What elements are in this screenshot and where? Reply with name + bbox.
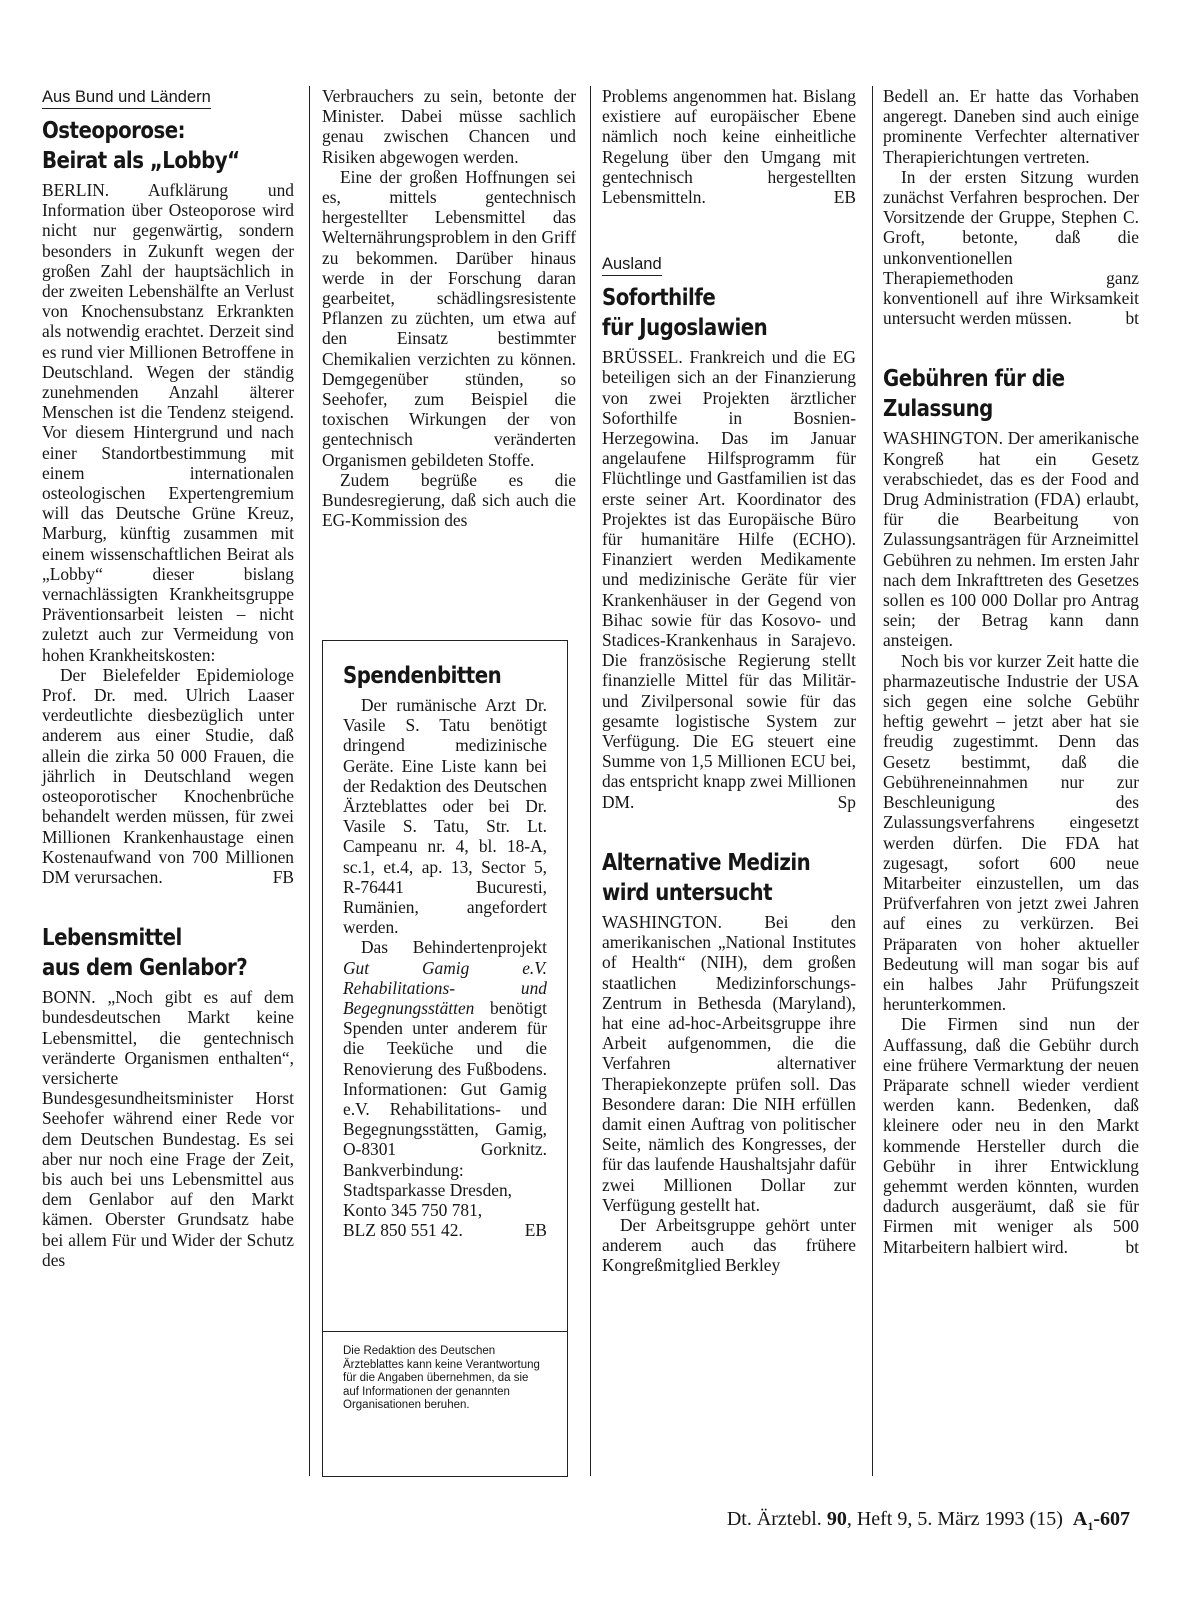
article-paragraph xyxy=(602,86,856,207)
page-number xyxy=(1072,1508,1130,1533)
paragraph-text: benötigt Spenden unter anderem für die Teeküche und die Renovierung des Fußbodens. Informationen: Gut Gamig e.V. Rehabilitations- und Begegnungsstätten, Gamig, O-8301 Gorknitz. Bankverbindung: Stadtsparkasse Dresden, xyxy=(343,998,547,1200)
bank-code-line xyxy=(343,1220,547,1240)
bank-code: BLZ 850 551 42. xyxy=(343,1220,463,1241)
author-signature: EB xyxy=(833,187,856,208)
page-footer xyxy=(727,1508,1130,1534)
article-paragraph: Noch bis vor kurzer Zeit hatte die pharmazeutische Industrie der USA sich gegen eine solche Gebühr heftig gewehrt – jetzt aber hat sie freudig zugestimmt. Denn das Gesetz bestimmt, daß die Gebühreneinnahmen nur zur Beschleunigung des Zulassungsverfahrens eingesetzt werden dürfen. Die FDA hat zugesagt, sofort 600 neue Mitarbeiter einzustellen, um das Prüfverfahren von jetzt zwei Jahren auf eines zu verkürzen. Bei Präparaten von hoher aktueller Bedeutung will man sogar bis auf ein halbes Jahr Prüfungszeit herunterkommen. xyxy=(883,650,1139,1015)
column-4 xyxy=(883,86,1139,1257)
column-rule xyxy=(590,86,591,1476)
paragraph-text: Der Bielefelder Epidemiologe Prof. Dr. med. Ulrich Laaser verdeutlichte diesbezüglich unter anderem aus einer Studie, daß allein die zirka 50 000 Frauen, die jährlich in Deutschland wegen osteoporotischer Knochenbrüche behandelt werden müssen, für zwei Millionen Krankenhaustage einen Kostenaufwand von 700 Millionen DM verursachen. xyxy=(42,664,294,887)
headline-line: Osteoporose: xyxy=(42,118,186,144)
paragraph-text: In der ersten Sitzung wurden zunächst Verfahren besprochen. Der Vorsitzende der Gruppe, Stephen C. Groft, betonte, daß die unkonventionellen Therapiemethoden ganz konventionell auf ihre Wirksamkeit untersucht werden müssen. xyxy=(883,166,1139,329)
article-paragraph: Eine der großen Hoffnungen sei es, mittels gentechnisch hergestellter Lebensmittel das Welternährungsproblem in den Griff zu bekommen. Darüber hinaus werde in der Forschung daran gearbeitet, schädlingsresistente Pflanzen zu züchten, um etwa auf den Einsatz bestimmter Chemikalien verzichten zu können. Demgegenüber stünden, so Seehofer, zum Beispiel die toxischen Wirkungen der von gentechnisch veränderten Organismen gebildeten Stoffe. xyxy=(322,166,576,470)
box-paragraph xyxy=(343,937,547,1200)
column-1 xyxy=(42,86,294,1270)
column-2 xyxy=(322,86,576,530)
page-number-value: -607 xyxy=(1093,1508,1130,1530)
article-paragraph: Der Arbeitsgruppe gehört unter anderem auch das frühere Kongreßmitglied Berkley xyxy=(602,1214,856,1276)
headline-line: für Jugoslawien xyxy=(602,315,768,342)
issue-info: , Heft 9, 5. März 1993 (15) xyxy=(846,1508,1063,1530)
box-paragraph: Der rumänische Arzt Dr. Vasile S. Tatu benötigt dringend medizinische Geräte. Eine Liste kann bei der Redaktion des Deutschen Ärzteblattes oder bei Dr. Vasile S. Tatu, Str. Lt. Campeanu nr. 4, bl. 18-A, sc.1, et.4, ap. 13, Sector 5, R-76441 Bucuresti, Rumänien, angefordert werden. xyxy=(343,695,547,938)
disclaimer-note: Die Redaktion des Deutschen Ärzteblattes kann keine Verantwortung für die Angaben übernehmen, da sie auf Informationen der genannten Organisationen beruhen. xyxy=(343,1345,540,1411)
article-paragraph: WASHINGTON. Der amerikanische Kongreß hat ein Gesetz verabschiedet, das es der Food and Drug Administration (FDA) erlaubt, für die Bearbeitung von Zulassungsanträgen für Arzneimittel Gebühren zu nehmen. Im ersten Jahr nach dem Inkrafttreten des Gesetzes sollen es 100 000 Dollar pro Antrag sein; der Betrag kann dann ansteigen. xyxy=(883,428,1139,651)
column-rule xyxy=(872,86,873,1476)
article-paragraph xyxy=(42,665,294,887)
box-divider xyxy=(323,1331,567,1332)
paragraph-text: BRÜSSEL. Frankreich und die EG beteiligen sich an der Finanzierung von zwei Projekten ärztlicher Soforthilfe in Bosnien-Herzegowina. Das im Januar angelaufene Hilfsprogramm für Flüchtlinge und Gastfamilien ist das erste seiner Art. Koordinator des Projektes ist das Europäische Büro für humanitäre Hilfe (ECHO). Finanziert werden Medikamente und medizinische Geräte für vier Krankenhäuser in der Gegend von Bihac sowie für das Kosovo- und Stadices-Krankenhaus in Sarajevo. Die französische Regierung stellt finanzielle Mittel für das Militär- und Zivilpersonal sowie für das gesamte logistische System zur Verfügung. Die EG steuert eine Summe von 1,5 Millionen ECU bei, das entspricht knapp zwei Millionen DM. xyxy=(602,347,856,812)
article-paragraph xyxy=(883,167,1139,329)
author-signature: EB xyxy=(524,1220,547,1241)
article-headline xyxy=(602,848,820,908)
author-signature: bt xyxy=(1125,1236,1139,1257)
author-signature: FB xyxy=(272,866,294,887)
headline-line: Beirat als „Lobby“ xyxy=(42,148,240,174)
column-3 xyxy=(602,86,856,1276)
column-rule xyxy=(309,86,310,1476)
headline-line: Soforthilfe xyxy=(602,285,716,312)
project-name: Gut Gamig e.V. Rehabilitations- und Begegnungsstätten xyxy=(343,957,547,1019)
headline-line: Gebühren für die xyxy=(883,366,1065,393)
article-paragraph: WASHINGTON. Bei den amerikanischen „National Institutes of Health“ (NIH), dem großen staatlichen Medizinforschungs-Zentrum in Bethesda (Maryland), hat eine ad-hoc-Arbeitsgruppe ihre Arbeit aufgenommen, die die Verfahren alternativer Therapiekonzepte prüfen soll. Das Besondere daran: Die NIH erfüllen damit einen Auftrag von politischer Seite, nämlich des Kongresses, der für das laufende Haushaltsjahr dafür zwei Millionen Dollar zur Verfügung gestellt hat. xyxy=(602,911,856,1215)
author-signature: Sp xyxy=(837,791,856,812)
page-prefix: A xyxy=(1072,1508,1088,1530)
headline-line: aus dem Genlabor? xyxy=(42,955,248,982)
article-paragraph xyxy=(602,347,856,812)
page-subscript: 1 xyxy=(1087,1519,1094,1533)
article-headline xyxy=(883,364,1103,424)
box-headline: Spendenbitten xyxy=(343,663,502,689)
paragraph-text: Die Firmen sind nun der Auffassung, daß die Gebühr durch eine frühere Vermarktung der neuen Präparate schnell wieder verdient werden kann. Bedenken, daß kleinere oder neu in den Markt kommende Hersteller durch die Gebühr in ihrer Entwicklung gehemmt werden könnten, wurden dadurch ausgeräumt, daß sie für Firmen mit weniger als 500 Mitarbeitern halbiert wird. xyxy=(883,1014,1139,1257)
article-paragraph: BERLIN. Aufklärung und Information über Osteoporose wird nicht nur gegenwärtig, sondern besonders in Zukunft wegen der großen Zahl der hauptsächlich in der zweiten Lebenshälfte an Verlust von Knochensubstanz Erkrankten als notwendig erachtet. Derzeit sind es rund vier Millionen Betroffene in Deutschland. Wegen der ständig zunehmenden Anzahl älterer Menschen ist die Tendenz steigend. Vor diesem Hintergrund und nach einer Standortbestimmung mit einem internationalen osteologischen Expertengremium will das Deutsche Grüne Kreuz, Marburg, künftig zusammen mit einem wissenschaftlichen Beirat als „Lobby“ dieser bislang vernachlässigten Krankheitsgruppe Präventionsarbeit leisten – nicht zuletzt auch zur Vermeidung von hohen Krankheitskosten: xyxy=(42,180,294,665)
article-headline xyxy=(42,923,259,983)
article-headline xyxy=(42,116,259,176)
section-rubric: Ausland xyxy=(602,254,662,276)
article-paragraph: Zudem begrüße es die Bundesregierung, daß sich auch die EG-Kommission des xyxy=(322,469,576,531)
donation-box xyxy=(322,640,568,1477)
headline-line: Zulassung xyxy=(883,396,993,423)
article-headline xyxy=(602,283,820,343)
section-rubric: Aus Bund und Ländern xyxy=(42,87,211,109)
paragraph-text: Das Behindertenprojekt xyxy=(361,937,547,958)
account-number: Konto 345 750 781, xyxy=(343,1200,483,1221)
headline-line: Lebensmittel xyxy=(42,925,182,952)
headline-line: Alternative Medizin xyxy=(602,849,811,876)
article-paragraph: Bedell an. Er hatte das Vorhaben angeregt. Daneben sind auch einige prominente Verfechter alternativer Therapierichtungen vertreten. xyxy=(883,86,1139,167)
author-signature: bt xyxy=(1125,308,1139,329)
headline-line: wird untersucht xyxy=(602,879,773,906)
journal-name: Dt. Ärztebl. xyxy=(726,1508,827,1530)
article-paragraph: Verbrauchers zu sein, betonte der Minister. Dabei müsse sachlich genau zwischen Chancen und Risiken abgewogen werden. xyxy=(322,86,576,167)
article-paragraph xyxy=(883,1014,1139,1256)
paragraph-text: Problems angenommen hat. Bislang existiere auf europäischer Ebene nämlich noch keine einheitliche Regelung über den Umgang mit gentechnisch hergestellten Lebensmitteln. xyxy=(602,86,856,208)
article-paragraph: BONN. „Noch gibt es auf dem bundesdeutschen Markt keine Lebensmittel, die gentechnisch veränderte Organismen enthalten“, versicherte Bundesgesundheitsminister Horst Seehofer während einer Rede vor dem Deutschen Bundestag. Es sei aber nur noch eine Frage der Zeit, bis auch bei uns Lebensmittel aus dem Genlabor auf den Markt kämen. Oberster Grundsatz habe bei allem Für und Wider der Schutz des xyxy=(42,987,294,1270)
volume-number: 90 xyxy=(826,1508,847,1530)
